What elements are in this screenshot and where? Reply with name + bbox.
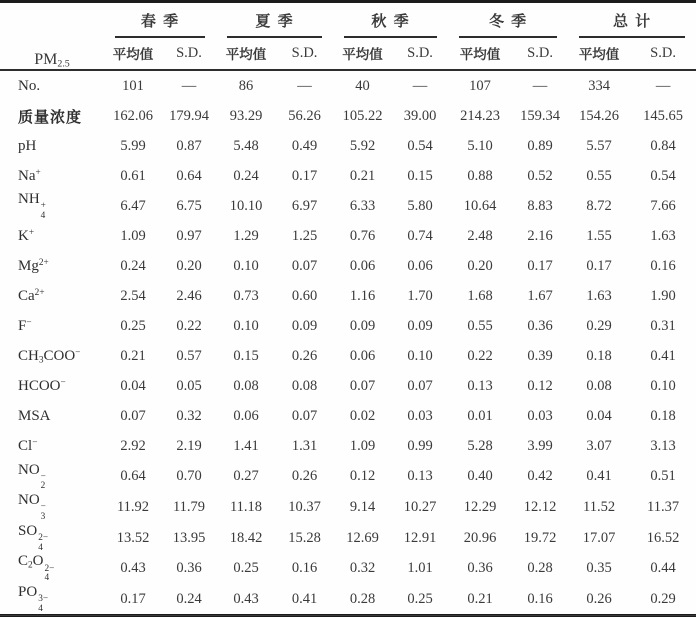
- value-cell: 6.97: [291, 197, 318, 214]
- value-cell: 10.64: [463, 197, 497, 214]
- value-cell: 6.47: [120, 197, 146, 214]
- value-cell: 0.07: [120, 408, 146, 425]
- value-cell: 0.29: [650, 590, 676, 607]
- group-label: 总 计: [612, 12, 652, 30]
- subheader-mean: 平均值: [333, 38, 392, 70]
- value-cell: 2.16: [527, 228, 553, 245]
- subheader-sd: S.D.: [512, 38, 568, 70]
- value-cell: 1.68: [467, 288, 493, 305]
- subheader-mean: 平均值: [568, 38, 630, 70]
- value-cell: 0.06: [233, 408, 259, 425]
- value-cell: 0.01: [467, 408, 493, 425]
- value-cell: 1.01: [407, 560, 433, 577]
- value-cell: 0.17: [120, 590, 146, 607]
- value-cell: 2.19: [176, 438, 202, 455]
- table-row: [0, 282, 696, 312]
- value-cell: 12.69: [346, 529, 379, 546]
- value-cell: 10.37: [288, 499, 321, 516]
- value-cell: 154.26: [579, 107, 619, 124]
- value-cell: 0.31: [650, 318, 676, 335]
- value-cell: 6.33: [349, 197, 376, 214]
- value-cell: 0.10: [650, 378, 676, 395]
- value-cell: —: [532, 77, 548, 94]
- value-cell: 11.18: [229, 499, 263, 516]
- value-cell: 0.52: [527, 167, 553, 184]
- value-cell: 162.06: [113, 107, 153, 124]
- value-cell: 0.32: [349, 560, 376, 577]
- table-row: [0, 70, 696, 101]
- value-cell: 15.28: [288, 529, 321, 546]
- value-cell: 0.36: [467, 560, 493, 577]
- value-cell: 0.22: [176, 318, 202, 335]
- value-cell: 1.63: [650, 228, 676, 245]
- value-cell: 0.60: [291, 288, 318, 305]
- value-cell: 0.43: [120, 560, 146, 577]
- value-cell: 12.29: [463, 499, 497, 516]
- row-label: HCOO−: [18, 378, 66, 395]
- value-cell: 0.02: [349, 408, 376, 425]
- value-cell: 0.54: [407, 137, 433, 154]
- value-cell: 0.64: [120, 468, 146, 485]
- table-row: [0, 492, 696, 523]
- value-cell: 56.26: [288, 107, 321, 124]
- value-cell: 8.83: [527, 197, 553, 214]
- value-cell: 0.61: [120, 167, 146, 184]
- value-cell: 0.57: [176, 348, 202, 365]
- value-cell: 0.32: [176, 408, 202, 425]
- value-cell: —: [412, 77, 428, 94]
- subheader-mean: 平均值: [216, 38, 276, 70]
- row-label: NO − 3: [18, 492, 46, 523]
- value-cell: 0.09: [349, 318, 376, 335]
- value-cell: 1.09: [349, 438, 376, 455]
- value-cell: 0.28: [349, 590, 376, 607]
- value-cell: 0.17: [527, 258, 553, 275]
- value-cell: 16.52: [646, 529, 680, 546]
- table-row: [0, 372, 696, 402]
- value-cell: 0.07: [349, 378, 376, 395]
- row-label: No.: [18, 77, 41, 94]
- table-row: [0, 462, 696, 493]
- value-cell: 1.41: [233, 438, 259, 455]
- value-cell: 5.57: [586, 137, 612, 154]
- value-cell: 0.24: [233, 167, 259, 184]
- value-cell: 3.13: [650, 438, 676, 455]
- table-row: [0, 191, 696, 222]
- subheader-sd: S.D.: [630, 38, 696, 70]
- row-label: $CH_3COO^-$: [18, 348, 81, 366]
- table-row: [0, 131, 696, 161]
- value-cell: 5.48: [233, 137, 259, 154]
- value-cell: 159.34: [520, 107, 560, 124]
- value-cell: 105.22: [342, 107, 383, 124]
- value-cell: 0.39: [527, 348, 553, 365]
- value-cell: 2.54: [120, 288, 146, 305]
- group-label: 冬 季: [488, 12, 528, 30]
- value-cell: 0.09: [291, 318, 318, 335]
- value-cell: 0.07: [291, 408, 318, 425]
- value-cell: 0.05: [176, 378, 202, 395]
- value-cell: 0.09: [407, 318, 433, 335]
- value-cell: 0.26: [586, 590, 612, 607]
- value-cell: 0.55: [586, 167, 612, 184]
- table-row: [0, 312, 696, 342]
- group-header-total: [568, 3, 696, 38]
- value-cell: —: [297, 77, 312, 94]
- value-cell: 5.28: [467, 438, 493, 455]
- value-cell: 40: [355, 77, 370, 94]
- value-cell: 18.42: [229, 529, 263, 546]
- value-cell: 0.25: [407, 590, 433, 607]
- value-cell: 0.12: [349, 468, 376, 485]
- value-cell: 93.29: [229, 107, 263, 124]
- value-cell: 6.75: [176, 197, 202, 214]
- subheader-sd: S.D.: [392, 38, 448, 70]
- value-cell: 0.06: [349, 348, 376, 365]
- row-label: MSA: [18, 408, 51, 425]
- value-cell: 0.84: [650, 137, 676, 154]
- value-cell: 0.25: [120, 318, 146, 335]
- value-cell: 0.26: [291, 348, 318, 365]
- group-label: 春 季: [140, 12, 180, 30]
- row-label: 质量浓度: [18, 107, 83, 126]
- value-cell: 101: [122, 77, 144, 94]
- value-cell: 0.55: [467, 318, 493, 335]
- value-cell: 0.21: [120, 348, 146, 365]
- value-cell: 3.07: [586, 438, 612, 455]
- subheader-sd: S.D.: [162, 38, 216, 70]
- value-cell: 0.49: [291, 137, 318, 154]
- value-cell: 0.99: [407, 438, 433, 455]
- value-cell: 0.06: [349, 258, 376, 275]
- value-cell: 11.37: [647, 499, 680, 516]
- table-row: [0, 101, 696, 131]
- value-cell: 0.41: [650, 348, 676, 365]
- value-cell: 2.48: [467, 228, 493, 245]
- value-cell: 0.07: [291, 258, 318, 275]
- value-cell: 0.15: [233, 348, 259, 365]
- table-row: [0, 402, 696, 432]
- value-cell: 0.13: [467, 378, 493, 395]
- value-cell: 0.76: [349, 228, 376, 245]
- value-cell: 0.07: [407, 378, 433, 395]
- value-cell: 0.28: [527, 560, 553, 577]
- row-label: PO 3− 4: [18, 584, 49, 614]
- value-cell: 0.40: [467, 468, 493, 485]
- table-row: [0, 432, 696, 462]
- group-header-row: [0, 3, 696, 38]
- value-cell: 0.17: [586, 258, 612, 275]
- value-cell: 0.10: [233, 258, 259, 275]
- table-row: [0, 584, 696, 615]
- value-cell: 334: [588, 77, 610, 94]
- subheader-mean: 平均值: [448, 38, 512, 70]
- group-header-autumn: [333, 3, 448, 38]
- value-cell: 0.16: [650, 258, 676, 275]
- subheader-row: [0, 38, 696, 70]
- value-cell: 1.16: [349, 288, 376, 305]
- value-cell: 39.00: [403, 107, 437, 124]
- table-row: [0, 252, 696, 282]
- table-row: [0, 523, 696, 554]
- group-label: 秋 季: [371, 12, 410, 30]
- value-cell: 5.99: [120, 137, 146, 154]
- value-cell: 0.36: [527, 318, 553, 335]
- value-cell: 0.27: [233, 468, 259, 485]
- data-table: [0, 3, 696, 616]
- group-header-summer: [216, 3, 333, 38]
- value-cell: 0.16: [527, 590, 553, 607]
- value-cell: 0.41: [586, 468, 612, 485]
- value-cell: 19.72: [523, 529, 557, 546]
- value-cell: 0.22: [467, 348, 493, 365]
- value-cell: 1.25: [291, 228, 318, 245]
- value-cell: 0.03: [407, 408, 433, 425]
- value-cell: 0.15: [407, 167, 433, 184]
- value-cell: 0.54: [650, 167, 676, 184]
- value-cell: 5.80: [407, 197, 433, 214]
- row-label: K+: [18, 228, 35, 245]
- value-cell: 1.67: [527, 288, 553, 305]
- value-cell: 10.10: [229, 197, 263, 214]
- row-label: SO 2− 4: [18, 522, 49, 553]
- table-row: [0, 222, 696, 252]
- value-cell: 1.29: [233, 228, 259, 245]
- value-cell: 0.26: [291, 468, 318, 485]
- value-cell: 0.70: [176, 468, 202, 485]
- group-label: 夏 季: [255, 12, 294, 30]
- value-cell: —: [655, 77, 671, 94]
- value-cell: 0.10: [407, 348, 433, 365]
- subheader-sd: S.D.: [276, 38, 333, 70]
- value-cell: 0.21: [467, 590, 493, 607]
- value-cell: 11.52: [583, 499, 616, 516]
- value-cell: 1.09: [120, 228, 146, 245]
- value-cell: 0.03: [527, 408, 553, 425]
- value-cell: 0.21: [349, 167, 376, 184]
- value-cell: 1.70: [407, 288, 433, 305]
- value-cell: 0.44: [650, 560, 676, 577]
- value-cell: 0.20: [176, 258, 202, 275]
- value-cell: 0.18: [650, 408, 676, 425]
- value-cell: 1.31: [291, 438, 318, 455]
- value-cell: 0.41: [291, 590, 318, 607]
- value-cell: 20.96: [463, 529, 497, 546]
- value-cell: 12.12: [523, 499, 557, 516]
- table-body: [0, 70, 696, 615]
- value-cell: 1.63: [586, 288, 612, 305]
- table-row: [0, 161, 696, 191]
- value-cell: 107: [469, 77, 491, 94]
- value-cell: 9.14: [349, 499, 376, 516]
- value-cell: 10.27: [403, 499, 437, 516]
- value-cell: 3.99: [527, 438, 553, 455]
- value-cell: 0.29: [586, 318, 612, 335]
- value-cell: 0.06: [407, 258, 433, 275]
- value-cell: 0.64: [176, 167, 202, 184]
- value-cell: 0.87: [176, 137, 202, 154]
- row-label: NH + 4: [18, 191, 46, 221]
- value-cell: 0.08: [291, 378, 318, 395]
- value-cell: 0.08: [233, 378, 259, 395]
- value-cell: 8.72: [586, 197, 612, 214]
- value-cell: 0.08: [586, 378, 612, 395]
- value-cell: 214.23: [460, 107, 500, 124]
- value-cell: 0.24: [120, 258, 146, 275]
- value-cell: 17.07: [582, 529, 616, 546]
- value-cell: 13.95: [172, 529, 206, 546]
- table-row: [0, 553, 696, 584]
- value-cell: —: [181, 77, 197, 94]
- row-label: pH: [18, 137, 37, 154]
- value-cell: 0.18: [586, 348, 612, 365]
- value-cell: 0.36: [176, 560, 202, 577]
- value-cell: 0.42: [527, 468, 553, 485]
- value-cell: 0.43: [233, 590, 259, 607]
- value-cell: 86: [238, 77, 254, 94]
- value-cell: 179.94: [169, 107, 209, 124]
- value-cell: 13.52: [116, 529, 150, 546]
- value-cell: 1.55: [586, 228, 612, 245]
- value-cell: 0.25: [233, 560, 259, 577]
- value-cell: 0.73: [233, 288, 259, 305]
- value-cell: 5.10: [467, 137, 493, 154]
- group-header-winter: [448, 3, 568, 38]
- value-cell: 0.24: [176, 590, 202, 607]
- value-cell: 0.35: [586, 560, 612, 577]
- value-cell: 0.16: [291, 560, 318, 577]
- corner-cell-pm25: $PM_{2.5}$: [0, 3, 104, 70]
- value-cell: 11.79: [172, 499, 206, 516]
- value-cell: 0.89: [527, 137, 553, 154]
- row-label: $C_2O$ 2− 4: [18, 553, 55, 584]
- value-cell: 2.46: [176, 288, 202, 305]
- value-cell: 0.12: [527, 378, 553, 395]
- value-cell: 0.51: [650, 468, 676, 485]
- row-label: F−: [18, 318, 32, 335]
- value-cell: 0.88: [467, 167, 493, 184]
- value-cell: 0.10: [233, 318, 259, 335]
- value-cell: 1.90: [650, 288, 676, 305]
- row-label: Na+: [18, 167, 41, 184]
- table-row: [0, 342, 696, 372]
- value-cell: 0.04: [120, 378, 146, 395]
- value-cell: 0.74: [407, 228, 433, 245]
- row-label: Cl−: [18, 438, 38, 455]
- value-cell: 11.92: [116, 499, 150, 516]
- group-header-spring: [104, 3, 216, 38]
- row-label: $Mg^{2+}$: [18, 258, 49, 275]
- value-cell: 0.17: [291, 167, 318, 184]
- value-cell: 2.92: [120, 438, 146, 455]
- row-label: $Ca^{2+}$: [18, 288, 45, 305]
- value-cell: 0.13: [407, 468, 433, 485]
- value-cell: 0.04: [586, 408, 612, 425]
- row-label: NO − 2: [18, 461, 46, 492]
- value-cell: 7.66: [650, 197, 676, 214]
- value-cell: 12.91: [403, 529, 437, 546]
- value-cell: 0.20: [467, 258, 493, 275]
- value-cell: 5.92: [349, 137, 376, 154]
- value-cell: 0.97: [176, 228, 202, 245]
- subheader-mean: 平均值: [104, 38, 162, 70]
- value-cell: 145.65: [643, 107, 683, 124]
